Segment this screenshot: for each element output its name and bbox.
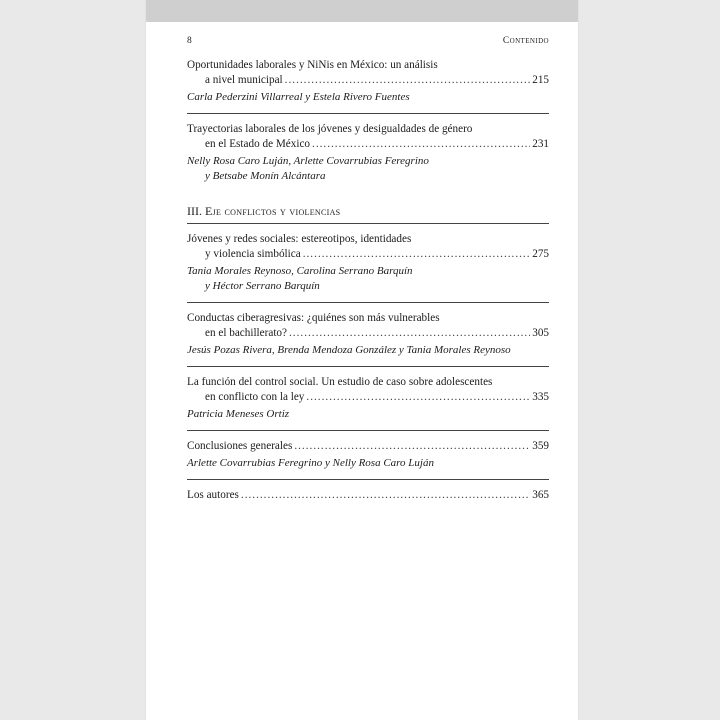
entry-title: Los autores — [187, 489, 239, 501]
previous-page-edge — [146, 0, 578, 22]
entry-authors: Tania Morales Reynoso, Carolina Serrano Barquín y Héctor Serrano Barquín — [187, 265, 413, 292]
dot-leader — [306, 390, 530, 405]
divider — [187, 302, 549, 303]
toc-entry — [187, 375, 549, 422]
toc-entry — [187, 58, 549, 105]
toc-entry — [187, 122, 549, 184]
page-number: 8 — [187, 36, 192, 46]
entry-title-line: La función del control social. Un estudio de caso sobre adolescentes — [187, 376, 493, 388]
entry-authors: Nelly Rosa Caro Luján, Arlette Covarrubias Feregrino y Betsabe Monín Alcántara — [187, 155, 429, 182]
dot-leader — [294, 439, 530, 454]
entry-title-cont: en el bachillerato? — [205, 327, 287, 339]
table-of-contents — [187, 58, 549, 503]
toc-entry-conclusions — [187, 439, 549, 471]
dot-leader — [285, 73, 531, 88]
running-head: Contenido — [502, 36, 549, 46]
entry-page-number: 365 — [532, 489, 549, 501]
entry-authors: Patricia Meneses Ortiz — [187, 408, 290, 420]
toc-entry — [187, 232, 549, 294]
entry-title-line: Trayectorias laborales de los jóvenes y desigualdades de género — [187, 123, 473, 135]
toc-entry — [187, 311, 549, 358]
entry-title-cont: y violencia simbólica — [205, 248, 301, 260]
entry-page-number: 305 — [532, 327, 549, 339]
page-header — [187, 36, 549, 46]
entry-page-number: 231 — [532, 138, 549, 150]
divider — [187, 223, 549, 224]
divider — [187, 366, 549, 367]
divider — [187, 113, 549, 114]
dot-leader — [303, 247, 531, 262]
entry-title-cont: en conflicto con la ley — [205, 391, 305, 403]
toc-entry-authors — [187, 488, 549, 503]
dot-leader — [289, 326, 530, 341]
entry-title-line: Jóvenes y redes sociales: estereotipos, identidades — [187, 233, 412, 245]
entry-page-number: 275 — [532, 248, 549, 260]
dot-leader — [312, 137, 530, 152]
entry-authors: Arlette Covarrubias Feregrino y Nelly Rosa Caro Luján — [187, 457, 434, 469]
dot-leader — [241, 488, 530, 503]
entry-page-number: 215 — [532, 74, 549, 86]
entry-title-cont: a nivel municipal — [205, 74, 283, 86]
section-heading — [187, 204, 549, 219]
divider — [187, 479, 549, 480]
entry-title-line: Conductas ciberagresivas: ¿quiénes son más vulnerables — [187, 312, 440, 324]
section-title: Eje conflictos y violencias — [205, 204, 341, 218]
book-page — [146, 0, 578, 720]
section-numeral: III. — [187, 204, 202, 218]
divider — [187, 430, 549, 431]
entry-page-number: 359 — [532, 440, 549, 452]
entry-title-cont: en el Estado de México — [205, 138, 311, 150]
entry-authors: Carla Pederzini Villarreal y Estela Rivero Fuentes — [187, 91, 410, 103]
entry-page-number: 335 — [532, 391, 549, 403]
entry-title-line: Oportunidades laborales y NiNis en México: un análisis — [187, 59, 438, 71]
entry-authors: Jesús Pozas Rivera, Brenda Mendoza González y Tania Morales Reynoso — [187, 344, 511, 356]
entry-title: Conclusiones generales — [187, 440, 293, 452]
